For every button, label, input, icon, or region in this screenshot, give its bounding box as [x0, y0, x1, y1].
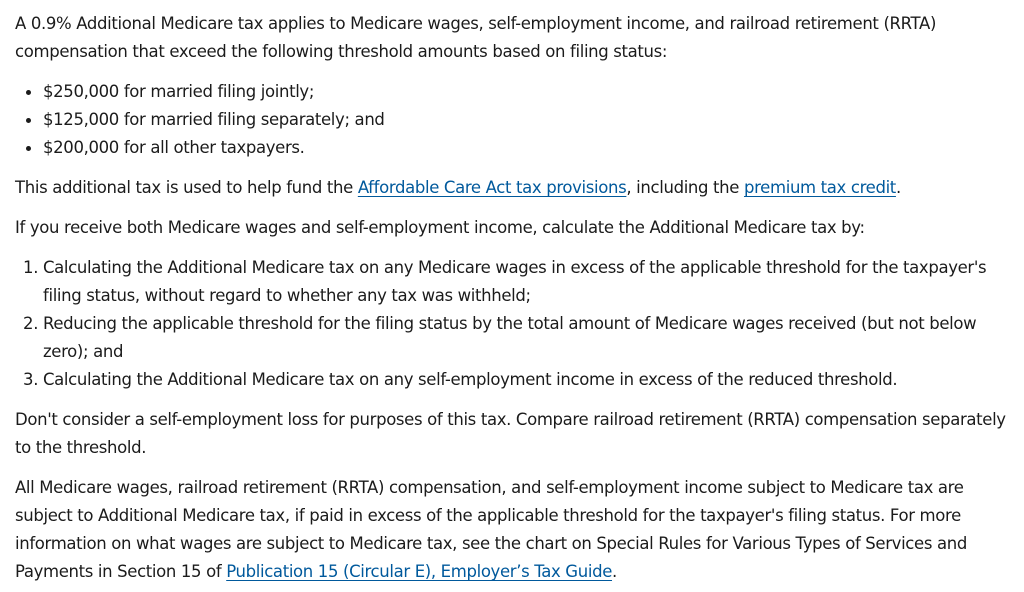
intro-paragraph: A 0.9% Additional Medicare tax applies to Medicare wages, self-employment income, and railroad retirement (RRTA) compensation that exceed the following threshold amounts based on filing status:	[15, 14, 937, 61]
list-item: 1. Calculating the Additional Medicare tax on any Medicare wages in excess of the applicable threshold for the taxpayer's filing status, without regard to whether any tax was withheld;	[43, 254, 1015, 310]
final-text-after: .	[612, 562, 617, 581]
affordable-care-act-link[interactable]: Affordable Care Act tax provisions	[357, 178, 627, 197]
fund-text-before: This additional tax is used to help fund the	[15, 178, 358, 197]
calc-intro-paragraph: If you receive both Medicare wages and self-employment income, calculate the Additional Medicare tax by:	[15, 218, 865, 237]
list-item: • $200,000 for all other taxpayers.	[43, 134, 1015, 162]
list-item: 3. Calculating the Additional Medicare tax on any self-employment income in excess of the reduced threshold.	[43, 366, 1015, 394]
calculation-steps-list	[15, 254, 1015, 394]
loss-paragraph: Don't consider a self-employment loss for purposes of this tax. Compare railroad retirement (RRTA) compensation separately to the threshold.	[15, 410, 1006, 457]
premium-tax-credit-link[interactable]: premium tax credit	[743, 178, 896, 197]
final-text: All Medicare wages, railroad retirement (RRTA) compensation, and self-employment income subject to Medicare tax are subject to Additional Medicare tax, if paid in excess of the applicable threshold for the taxpayer's filing status. For more information on what wages are subject to Medicare tax, see the chart on Special Rules for Various Types of Services and Payments in Section 15 of	[15, 478, 967, 581]
fund-text-between: , including the	[626, 178, 744, 197]
list-item: 2. Reducing the applicable threshold for the filing status by the total amount of Medicare wages received (but not below zero); and	[43, 310, 1015, 366]
threshold-list	[15, 78, 1015, 162]
final-paragraph	[15, 474, 1015, 586]
publication-15-link[interactable]: Publication 15 (Circular E), Employer’s Tax Guide	[226, 562, 613, 581]
list-item: • $250,000 for married filing jointly;	[43, 78, 1015, 106]
fund-paragraph	[15, 174, 1015, 202]
list-item: • $125,000 for married filing separately; and	[43, 106, 1015, 134]
fund-text-after: .	[895, 178, 901, 197]
